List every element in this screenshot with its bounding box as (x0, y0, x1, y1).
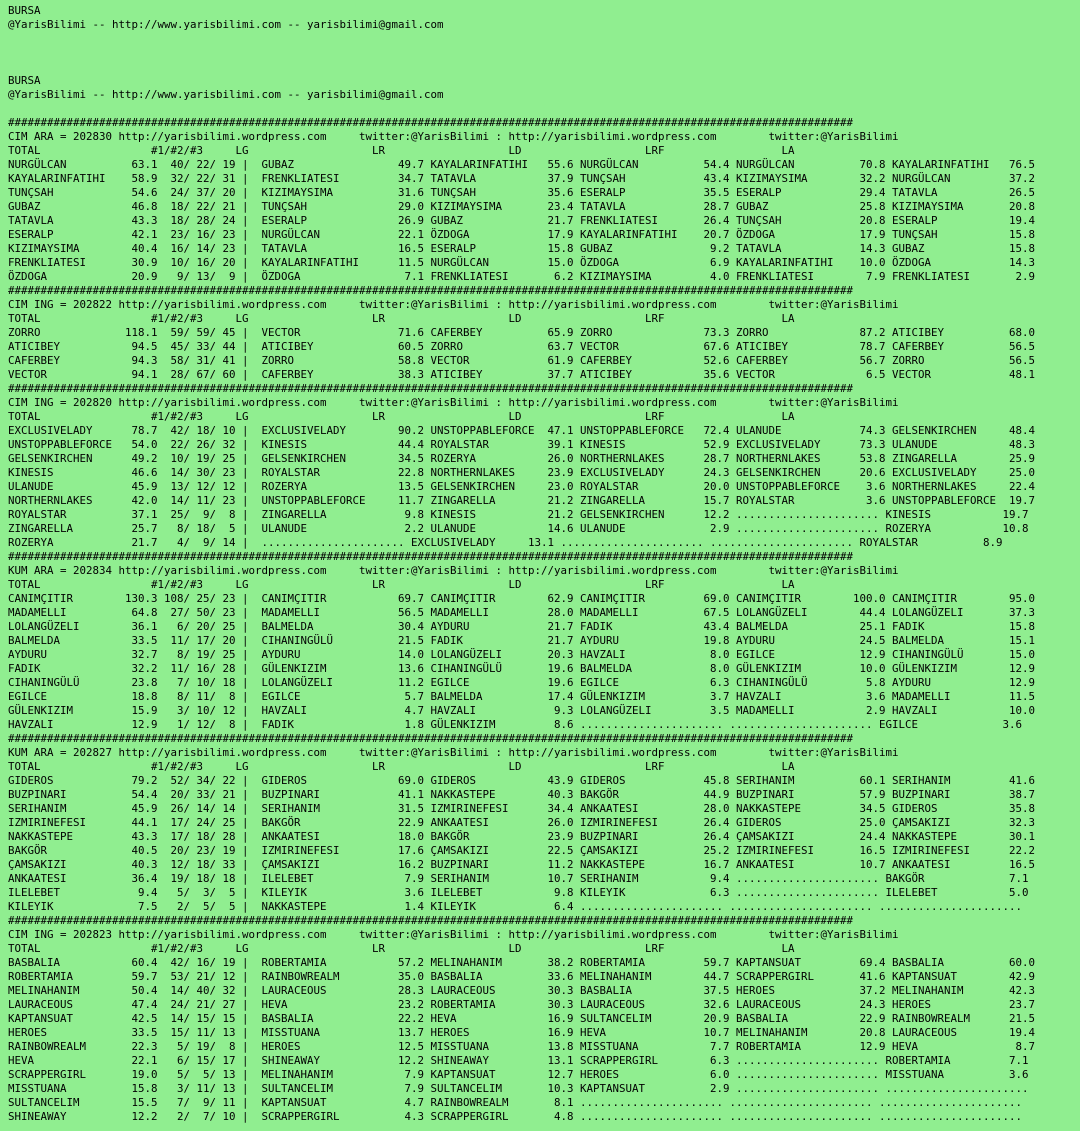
text-line (8, 102, 1080, 116)
text-line: GELSENKIRCHEN 49.2 10/ 19/ 25 | GELSENKIRCHEN 34.5 ROZERYA 26.0 NORTHERNLAKES 28.7 NORTHERNLAKES 53.8 ZINGARELLA 25.9 (8, 452, 1036, 465)
text-line: AYDURU 32.7 8/ 19/ 25 | AYDURU 14.0 LOLANGÜZELI 20.3 HAVZALI 8.0 EGILCE 12.9 CIHANINGÜLÜ 15.0 (8, 648, 1036, 661)
text-line: TATAVLA 43.3 18/ 28/ 24 | ESERALP 26.9 GUBAZ 21.7 FRENKLIATESI 26.4 TUNÇSAH 20.8 ESERALP 19.4 (8, 214, 1036, 227)
text-line: VECTOR 94.1 28/ 67/ 60 | CAFERBEY 38.3 ATICIBEY 37.7 ATICIBEY 35.6 VECTOR 6.5 VECTOR 48.1 (8, 368, 1036, 381)
text-line: CIM ARA = 202830 http://yarisbilimi.wordpress.com twitter:@YarisBilimi : http://yarisbilimi.wordpress.com twitter:@YarisBilimi (8, 130, 899, 143)
text-line: ################################################################################################################################## (8, 914, 854, 927)
text-line: CIM ING = 202822 http://yarisbilimi.wordpress.com twitter:@YarisBilimi : http://yarisbilimi.wordpress.com twitter:@YarisBilimi (8, 298, 899, 311)
text-line: TOTAL #1/#2/#3 LG LR LD LRF LA (8, 312, 795, 325)
text-line: TOTAL #1/#2/#3 LG LR LD LRF LA (8, 760, 795, 773)
text-line: GÜLENKIZIM 15.9 3/ 10/ 12 | HAVZALI 4.7 HAVZALI 9.3 LOLANGÜZELI 3.5 MADAMELLI 2.9 HAVZALI 10.0 (8, 704, 1036, 717)
text-line: MELINAHANIM 50.4 14/ 40/ 32 | LAURACEOUS 28.3 LAURACEOUS 30.3 BASBALIA 37.5 HEROES 37.2 MELINAHANIM 42.3 (8, 984, 1036, 997)
text-line (8, 60, 1080, 74)
text-line: ################################################################################################################################## (8, 382, 854, 395)
text-line: ZORRO 118.1 59/ 59/ 45 | VECTOR 71.6 CAFERBEY 65.9 ZORRO 73.3 ZORRO 87.2 ATICIBEY 68.0 (8, 326, 1036, 339)
text-line (8, 32, 1080, 46)
text-line: ESERALP 42.1 23/ 16/ 23 | NURGÜLCAN 22.1 ÖZDOGA 17.9 KAYALARINFATIHI 20.7 ÖZDOGA 17.9 TUNÇSAH 15.8 (8, 228, 1036, 241)
text-line: KAPTANSUAT 42.5 14/ 15/ 15 | BASBALIA 22.2 HEVA 16.9 SULTANCELIM 20.9 BASBALIA 22.9 RAINBOWREALM 21.5 (8, 1012, 1036, 1025)
text-line: LOLANGÜZELI 36.1 6/ 20/ 25 | BALMELDA 30.4 AYDURU 21.7 FADIK 43.4 BALMELDA 25.1 FADIK 15.8 (8, 620, 1036, 633)
text-line: NAKKASTEPE 43.3 17/ 18/ 28 | ANKAATESI 18.0 BAKGÖR 23.9 BUZPINARI 26.4 ÇAMSAKIZI 24.4 NAKKASTEPE 30.1 (8, 830, 1036, 843)
text-line: IZMIRINEFESI 44.1 17/ 24/ 25 | BAKGÖR 22.9 ANKAATESI 26.0 IZMIRINEFESI 26.4 GIDEROS 25.0 ÇAMSAKIZI 32.3 (8, 816, 1036, 829)
text-line: @YarisBilimi -- http://www.yarisbilimi.com -- yarisbilimi@gmail.com (8, 88, 444, 101)
text-line: ÖZDOGA 20.9 9/ 13/ 9 | ÖZDOGA 7.1 FRENKLIATESI 6.2 KIZIMAYSIMA 4.0 FRENKLIATESI 7.9 FRENKLIATESI 2.9 (8, 270, 1036, 283)
text-line: KINESIS 46.6 14/ 30/ 23 | ROYALSTAR 22.8 NORTHERNLAKES 23.9 EXCLUSIVELADY 24.3 GELSENKIRCHEN 20.6 EXCLUSIVELADY 25.0 (8, 466, 1036, 479)
text-line: BALMELDA 33.5 11/ 17/ 20 | CIHANINGÜLÜ 21.5 FADIK 21.7 AYDURU 19.8 AYDURU 24.5 BALMELDA 15.1 (8, 634, 1036, 647)
text-line: ################################################################################################################################## (8, 550, 854, 563)
text-line: BASBALIA 60.4 42/ 16/ 19 | ROBERTAMIA 57.2 MELINAHANIM 38.2 ROBERTAMIA 59.7 KAPTANSUAT 69.4 BASBALIA 60.0 (8, 956, 1036, 969)
text-line: BURSA (8, 74, 41, 87)
text-line: ATICIBEY 94.5 45/ 33/ 44 | ATICIBEY 60.5 ZORRO 63.7 VECTOR 67.6 ATICIBEY 78.7 CAFERBEY 56.5 (8, 340, 1036, 353)
text-line (8, 46, 1080, 60)
text-line: EGILCE 18.8 8/ 11/ 8 | EGILCE 5.7 BALMELDA 17.4 GÜLENKIZIM 3.7 HAVZALI 3.6 MADAMELLI 11.5 (8, 690, 1036, 703)
text-line: HEVA 22.1 6/ 15/ 17 | SHINEAWAY 12.2 SHINEAWAY 13.1 SCRAPPERGIRL 6.3 ...................... ROBERTAMIA 7.1 (8, 1054, 1029, 1067)
text-line: EXCLUSIVELADY 78.7 42/ 18/ 10 | EXCLUSIVELADY 90.2 UNSTOPPABLEFORCE 47.1 UNSTOPPABLEFORCE 72.4 ULANUDE 74.3 GELSENKIRCHEN 48.4 (8, 424, 1036, 437)
text-line: HEROES 33.5 15/ 11/ 13 | MISSTUANA 13.7 HEROES 16.9 HEVA 10.7 MELINAHANIM 20.8 LAURACEOUS 19.4 (8, 1026, 1036, 1039)
text-line: BURSA (8, 4, 41, 17)
text-line: TUNÇSAH 54.6 24/ 37/ 20 | KIZIMAYSIMA 31.6 TUNÇSAH 35.6 ESERALP 35.5 ESERALP 29.4 TATAVLA 26.5 (8, 186, 1036, 199)
text-line: BAKGÖR 40.5 20/ 23/ 19 | IZMIRINEFESI 17.6 ÇAMSAKIZI 22.5 ÇAMSAKIZI 25.2 IZMIRINEFESI 16.5 IZMIRINEFESI 22.2 (8, 844, 1036, 857)
text-line: MADAMELLI 64.8 27/ 50/ 23 | MADAMELLI 56.5 MADAMELLI 28.0 MADAMELLI 67.5 LOLANGÜZELI 44.4 LOLANGÜZELI 37.3 (8, 606, 1036, 619)
text-line: TOTAL #1/#2/#3 LG LR LD LRF LA (8, 578, 795, 591)
text-line: ################################################################################################################################## (8, 116, 854, 129)
text-line: ROYALSTAR 37.1 25/ 9/ 8 | ZINGARELLA 9.8 KINESIS 21.2 GELSENKIRCHEN 12.2 ...................... KINESIS 19.7 (8, 508, 1029, 521)
text-line: ULANUDE 45.9 13/ 12/ 12 | ROZERYA 13.5 GELSENKIRCHEN 23.0 ROYALSTAR 20.0 UNSTOPPABLEFORCE 3.6 NORTHERNLAKES 22.4 (8, 480, 1036, 493)
text-line: NURGÜLCAN 63.1 40/ 22/ 19 | GUBAZ 49.7 KAYALARINFATIHI 55.6 NURGÜLCAN 54.4 NURGÜLCAN 70.8 KAYALARINFATIHI 76.5 (8, 158, 1036, 171)
text-line: SCRAPPERGIRL 19.0 5/ 5/ 13 | MELINAHANIM 7.9 KAPTANSUAT 12.7 HEROES 6.0 ...................... MISSTUANA 3.6 (8, 1068, 1029, 1081)
text-line: KUM ARA = 202834 http://yarisbilimi.wordpress.com twitter:@YarisBilimi : http://yarisbilimi.wordpress.com twitter:@YarisBilimi (8, 564, 899, 577)
text-line: HAVZALI 12.9 1/ 12/ 8 | FADIK 1.8 GÜLENKIZIM 8.6 ...................... ...................... EGILCE 3.6 (8, 718, 1023, 731)
text-line: CANIMÇITIR 130.3 108/ 25/ 23 | CANIMÇITIR 69.7 CANIMÇITIR 62.9 CANIMÇITIR 69.0 CANIMÇITIR 100.0 CANIMÇITIR 95.0 (8, 592, 1036, 605)
text-line: ROZERYA 21.7 4/ 9/ 14 | ...................... EXCLUSIVELADY 13.1 ...................... ...................... ROYALSTAR 8.9 (8, 536, 1003, 549)
text-line: SERIHANIM 45.9 26/ 14/ 14 | SERIHANIM 31.5 IZMIRINEFESI 34.4 ANKAATESI 28.0 NAKKASTEPE 34.5 GIDEROS 35.8 (8, 802, 1036, 815)
text-line: CIHANINGÜLÜ 23.8 7/ 10/ 18 | LOLANGÜZELI 11.2 EGILCE 19.6 EGILCE 6.3 CIHANINGÜLÜ 5.8 AYDURU 12.9 (8, 676, 1036, 689)
text-line: NORTHERNLAKES 42.0 14/ 11/ 23 | UNSTOPPABLEFORCE 11.7 ZINGARELLA 21.2 ZINGARELLA 15.7 ROYALSTAR 3.6 UNSTOPPABLEFORCE 19.7 (8, 494, 1036, 507)
text-line: BUZPINARI 54.4 20/ 33/ 21 | BUZPINARI 41.1 NAKKASTEPE 40.3 BAKGÖR 44.9 BUZPINARI 57.9 BUZPINARI 38.7 (8, 788, 1036, 801)
text-line: ################################################################################################################################## (8, 284, 854, 297)
text-line: RAINBOWREALM 22.3 5/ 19/ 8 | HEROES 12.5 MISSTUANA 13.8 MISSTUANA 7.7 ROBERTAMIA 12.9 HEVA 8.7 (8, 1040, 1036, 1053)
text-line: @YarisBilimi -- http://www.yarisbilimi.com -- yarisbilimi@gmail.com (8, 18, 444, 31)
text-line: CIM ING = 202820 http://yarisbilimi.wordpress.com twitter:@YarisBilimi : http://yarisbilimi.wordpress.com twitter:@YarisBilimi (8, 396, 899, 409)
text-line: ZINGARELLA 25.7 8/ 18/ 5 | ULANUDE 2.2 ULANUDE 14.6 ULANUDE 2.9 ...................... ROZERYA 10.8 (8, 522, 1029, 535)
text-line: KILEYIK 7.5 2/ 5/ 5 | NAKKASTEPE 1.4 KILEYIK 6.4 ...................... ...................... ...................... (8, 900, 1023, 913)
text-line: TOTAL #1/#2/#3 LG LR LD LRF LA (8, 144, 795, 157)
text-line: TOTAL #1/#2/#3 LG LR LD LRF LA (8, 410, 795, 423)
text-line: ################################################################################################################################## (8, 732, 854, 745)
text-line: ANKAATESI 36.4 19/ 18/ 18 | ILELEBET 7.9 SERIHANIM 10.7 SERIHANIM 9.4 ...................... BAKGÖR 7.1 (8, 872, 1029, 885)
text-line: ROBERTAMIA 59.7 53/ 21/ 12 | RAINBOWREALM 35.0 BASBALIA 33.6 MELINAHANIM 44.7 SCRAPPERGIRL 41.6 KAPTANSUAT 42.9 (8, 970, 1036, 983)
text-line: ÇAMSAKIZI 40.3 12/ 18/ 33 | ÇAMSAKIZI 16.2 BUZPINARI 11.2 NAKKASTEPE 16.7 ANKAATESI 10.7 ANKAATESI 16.5 (8, 858, 1036, 871)
text-line: ILELEBET 9.4 5/ 3/ 5 | KILEYIK 3.6 ILELEBET 9.8 KILEYIK 6.3 ...................... ILELEBET 5.0 (8, 886, 1029, 899)
text-line: FADIK 32.2 11/ 16/ 28 | GÜLENKIZIM 13.6 CIHANINGÜLÜ 19.6 BALMELDA 8.0 GÜLENKIZIM 10.0 GÜLENKIZIM 12.9 (8, 662, 1036, 675)
text-line: LAURACEOUS 47.4 24/ 21/ 27 | HEVA 23.2 ROBERTAMIA 30.3 LAURACEOUS 32.6 LAURACEOUS 24.3 HEROES 23.7 (8, 998, 1036, 1011)
text-line: MISSTUANA 15.8 3/ 11/ 13 | SULTANCELIM 7.9 SULTANCELIM 10.3 KAPTANSUAT 2.9 ...................... ...................... (8, 1082, 1029, 1095)
text-line: GUBAZ 46.8 18/ 22/ 21 | TUNÇSAH 29.0 KIZIMAYSIMA 23.4 TATAVLA 28.7 GUBAZ 25.8 KIZIMAYSIMA 20.8 (8, 200, 1036, 213)
text-line: FRENKLIATESI 30.9 10/ 16/ 20 | KAYALARINFATIHI 11.5 NURGÜLCAN 15.0 ÖZDOGA 6.9 KAYALARINFATIHI 10.0 ÖZDOGA 14.3 (8, 256, 1036, 269)
text-line: UNSTOPPABLEFORCE 54.0 22/ 26/ 32 | KINESIS 44.4 ROYALSTAR 39.1 KINESIS 52.9 EXCLUSIVELADY 73.3 ULANUDE 48.3 (8, 438, 1036, 451)
text-line: KAYALARINFATIHI 58.9 32/ 22/ 31 | FRENKLIATESI 34.7 TATAVLA 37.9 TUNÇSAH 43.4 KIZIMAYSIMA 32.2 NURGÜLCAN 37.2 (8, 172, 1036, 185)
text-line: GIDEROS 79.2 52/ 34/ 22 | GIDEROS 69.0 GIDEROS 43.9 GIDEROS 45.8 SERIHANIM 60.1 SERIHANIM 41.6 (8, 774, 1036, 787)
text-line: KUM ARA = 202827 http://yarisbilimi.wordpress.com twitter:@YarisBilimi : http://yarisbilimi.wordpress.com twitter:@YarisBilimi (8, 746, 899, 759)
text-line: KIZIMAYSIMA 40.4 16/ 14/ 23 | TATAVLA 16.5 ESERALP 15.8 GUBAZ 9.2 TATAVLA 14.3 GUBAZ 15.8 (8, 242, 1036, 255)
text-line: SULTANCELIM 15.5 7/ 9/ 11 | KAPTANSUAT 4.7 RAINBOWREALM 8.1 ...................... ...................... ...................... (8, 1096, 1023, 1109)
text-line: SHINEAWAY 12.2 2/ 7/ 10 | SCRAPPERGIRL 4.3 SCRAPPERGIRL 4.8 ...................... ...................... ...................... (8, 1110, 1023, 1123)
text-line: TOTAL #1/#2/#3 LG LR LD LRF LA (8, 942, 795, 955)
text-line: CAFERBEY 94.3 58/ 31/ 41 | ZORRO 58.8 VECTOR 61.9 CAFERBEY 52.6 CAFERBEY 56.7 ZORRO 56.5 (8, 354, 1036, 367)
text-line: CIM ING = 202823 http://yarisbilimi.wordpress.com twitter:@YarisBilimi : http://yarisbilimi.wordpress.com twitter:@YarisBilimi (8, 928, 899, 941)
